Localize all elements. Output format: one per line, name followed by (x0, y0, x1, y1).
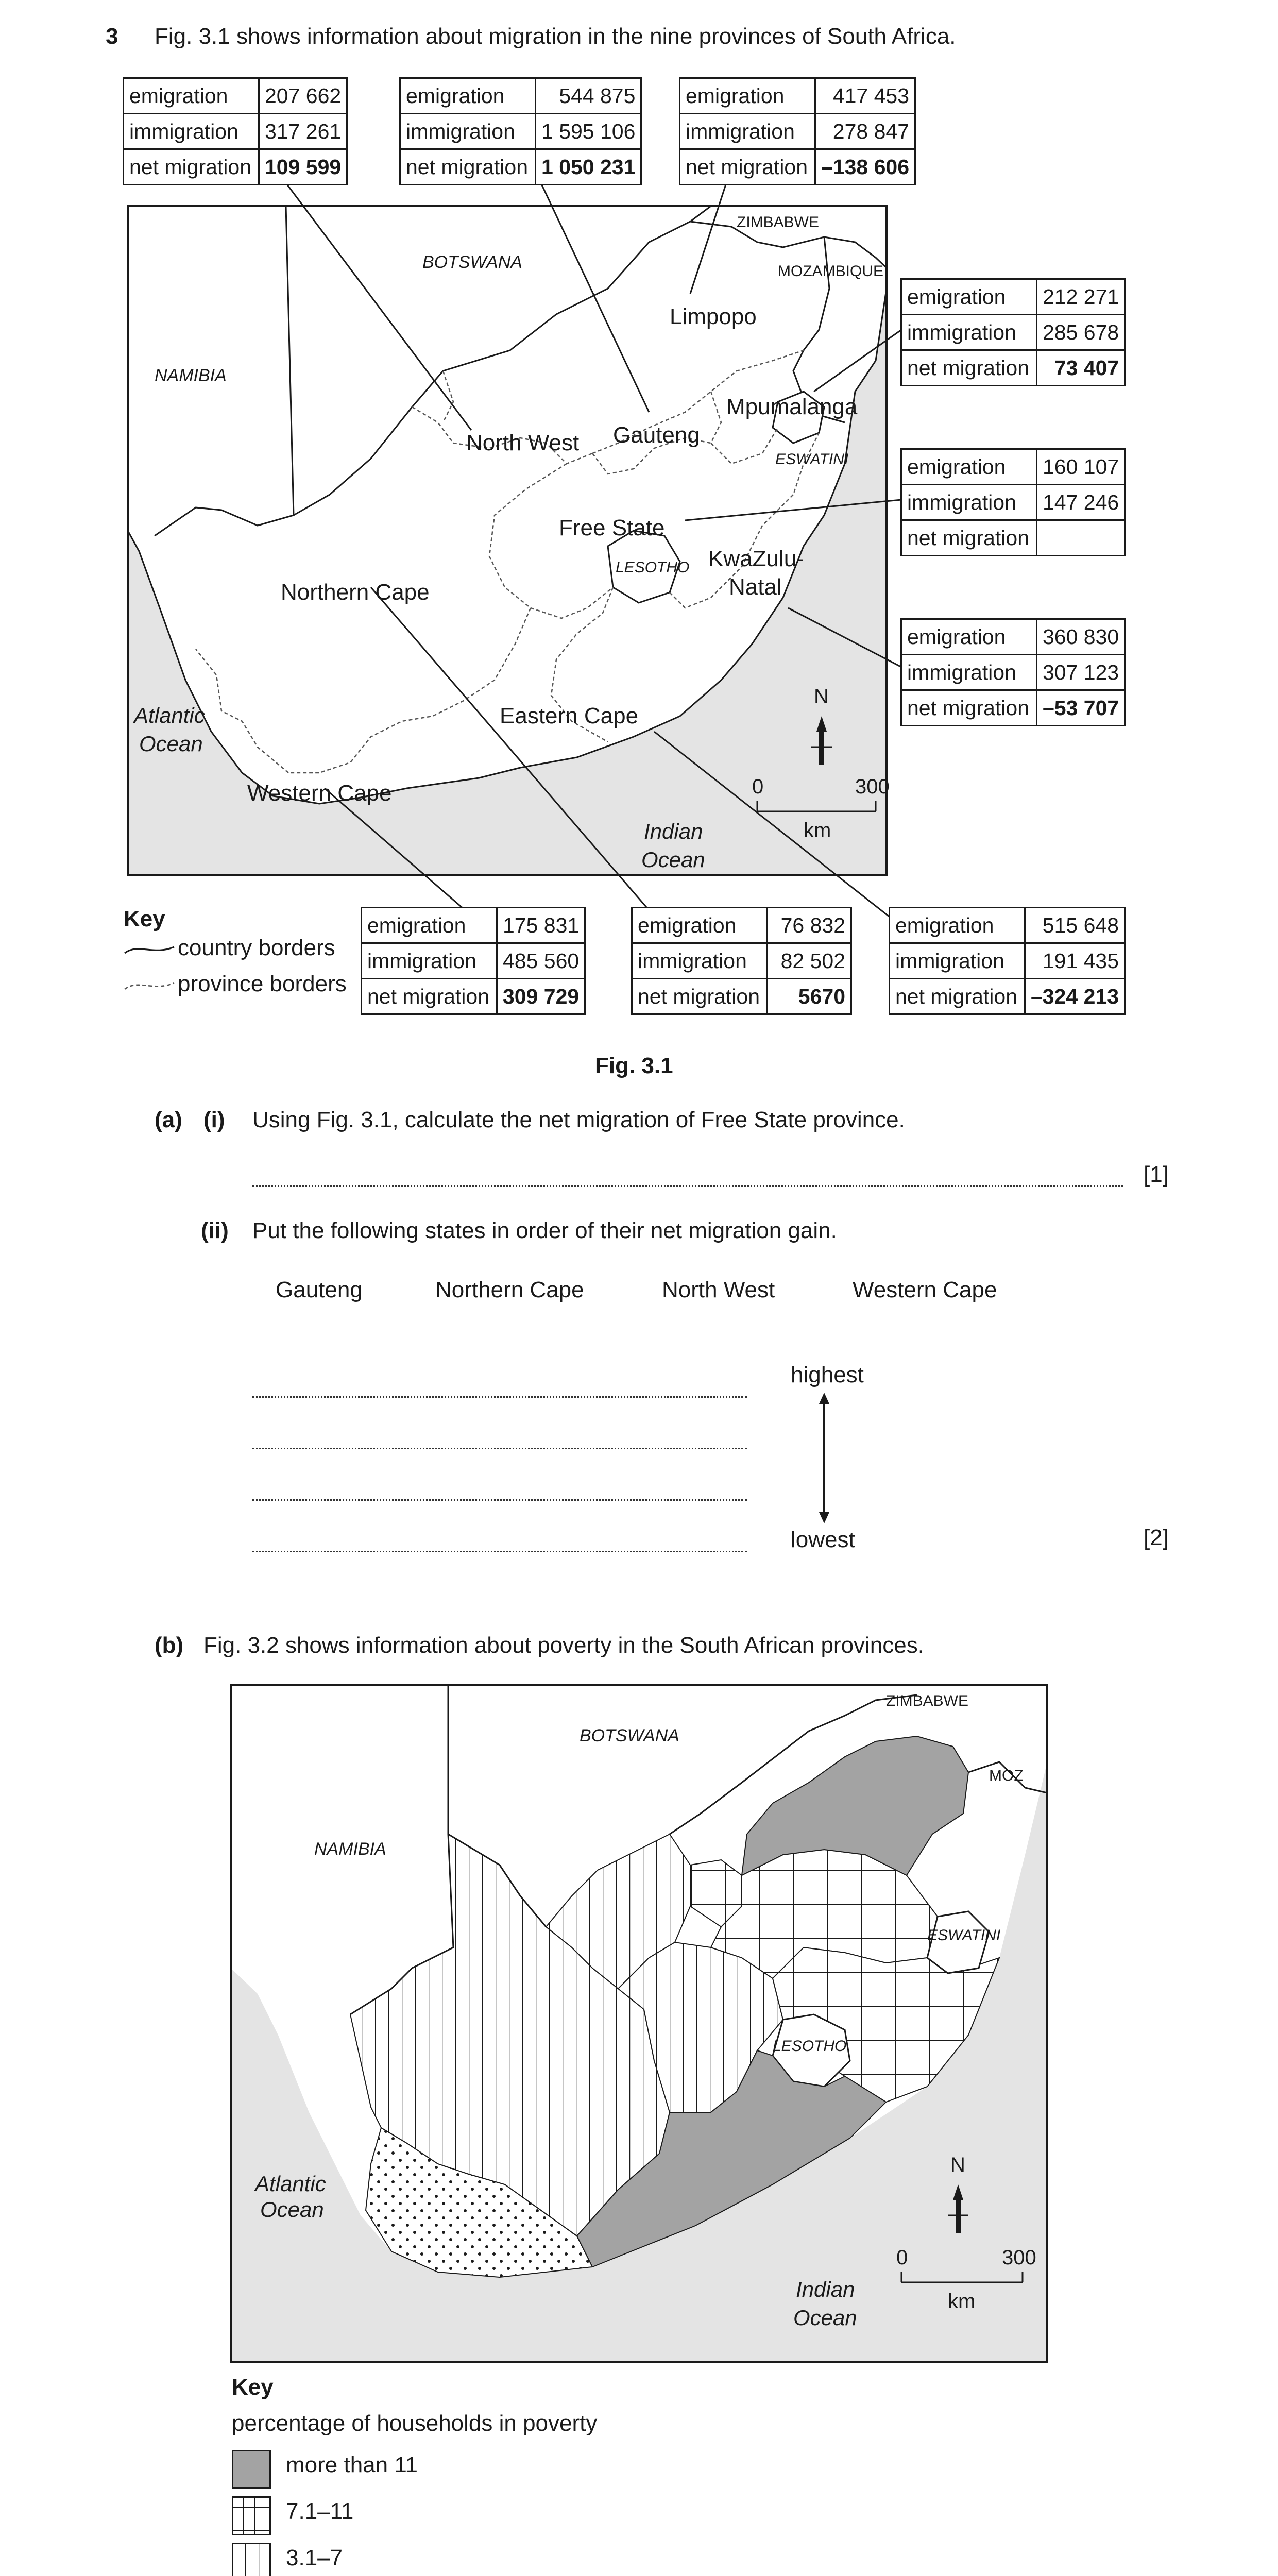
state-northern-cape: Northern Cape (435, 1277, 584, 1302)
row-label: emigration (632, 908, 768, 943)
row-label: immigration (901, 315, 1037, 350)
map1-label-natal: Natal (729, 574, 782, 600)
highest-label: highest (791, 1362, 864, 1387)
immigration-value: 278 847 (815, 114, 915, 149)
table-eastern-cape (889, 907, 1126, 1015)
immigration-value: 191 435 (1025, 943, 1125, 979)
key1-province-borders: province borders (178, 971, 347, 996)
row-label: immigration (901, 485, 1037, 520)
table-mpumalanga (900, 278, 1126, 386)
qb-intro: Fig. 3.2 shows information about poverty in the South African provinces. (203, 1633, 924, 1658)
net-value[interactable] (1037, 520, 1125, 556)
map2-scale-zero: 0 (896, 2246, 908, 2269)
row-label: immigration (400, 114, 536, 149)
key2-swatch-7-11 (232, 2496, 271, 2535)
map2-label-indian-ocean: Ocean (793, 2306, 857, 2330)
emigration-value: 515 648 (1025, 908, 1125, 943)
map2-label-namibia: NAMIBIA (314, 1839, 386, 1859)
map1-label-indian-ocean: Ocean (641, 848, 705, 872)
map1-label-kwazulu: KwaZulu- (708, 546, 804, 571)
emigration-value: 360 830 (1037, 619, 1125, 655)
emigration-value: 417 453 (815, 78, 915, 114)
map1-label-zimbabwe: ZIMBABWE (737, 214, 820, 231)
row-label: emigration (901, 279, 1037, 315)
immigration-value: 485 560 (497, 943, 585, 979)
map1-label-atlantic-ocean: Ocean (139, 732, 203, 756)
row-label: net migration (901, 520, 1037, 556)
row-label: immigration (124, 114, 259, 149)
key2-label-over-11: more than 11 (286, 2452, 418, 2478)
map1-label-atlantic: Atlantic (134, 703, 205, 727)
row-label: net migration (901, 350, 1037, 386)
state-gauteng: Gauteng (276, 1277, 363, 1302)
qa-i-text: Using Fig. 3.1, calculate the net migration of Free State province. (252, 1107, 905, 1132)
lowest-label: lowest (791, 1527, 855, 1552)
row-label: net migration (680, 149, 815, 185)
key2-subtitle: percentage of households in poverty (232, 2411, 598, 2436)
map2-label-lesotho: LESOTHO (773, 2038, 847, 2055)
map1-north-label: N (814, 685, 829, 708)
immigration-value: 317 261 (259, 114, 347, 149)
row-label: immigration (901, 655, 1037, 690)
map2-label-atlantic-ocean: Ocean (260, 2197, 324, 2222)
emigration-value: 207 662 (259, 78, 347, 114)
map2-label-zimbabwe: ZIMBABWE (886, 1692, 969, 1709)
question-number: 3 (106, 24, 118, 49)
row-label: net migration (124, 149, 259, 185)
map1-label-limpopo: Limpopo (670, 304, 757, 329)
net-value: 73 407 (1037, 350, 1125, 386)
net-value: –53 707 (1037, 690, 1125, 726)
row-label: net migration (890, 979, 1025, 1014)
intro-text: Fig. 3.1 shows information about migration in the nine provinces of South Africa. (155, 24, 956, 49)
table-northern-cape (631, 907, 852, 1015)
map2-label-botswana: BOTSWANA (580, 1726, 679, 1745)
table-western-cape (361, 907, 586, 1015)
net-value: –138 606 (815, 149, 915, 185)
net-value: 1 050 231 (536, 149, 641, 185)
immigration-value: 307 123 (1037, 655, 1125, 690)
state-north-west: North West (662, 1277, 775, 1302)
emigration-value: 175 831 (497, 908, 585, 943)
row-label: immigration (632, 943, 768, 979)
map2-scale-max: 300 (1002, 2246, 1036, 2269)
net-value: 109 599 (259, 149, 347, 185)
map1-label-eastern-cape: Eastern Cape (500, 703, 639, 728)
table-kwazulu-natal (900, 618, 1126, 726)
qa-ii-mark: [2] (1144, 1525, 1169, 1550)
immigration-value: 1 595 106 (536, 114, 641, 149)
row-label: net migration (400, 149, 536, 185)
key2-label-3-7: 3.1–7 (286, 2545, 343, 2570)
map1-label-mpumalanga: Mpumalanga (726, 394, 858, 419)
key2-title: Key (232, 2375, 274, 2400)
qb-label: (b) (155, 1633, 184, 1658)
state-western-cape: Western Cape (853, 1277, 997, 1302)
net-value: –324 213 (1025, 979, 1125, 1014)
map1-label-gauteng: Gauteng (613, 422, 700, 448)
table-limpopo (679, 77, 916, 185)
row-label: immigration (890, 943, 1025, 979)
net-value: 309 729 (497, 979, 585, 1014)
row-label: emigration (400, 78, 536, 114)
map1-label-free-state: Free State (559, 515, 665, 540)
qa-label: (a) (155, 1107, 182, 1132)
table-gauteng (399, 77, 642, 185)
row-label: net migration (901, 690, 1037, 726)
map1-scale-zero: 0 (752, 775, 764, 798)
table-free-state (900, 448, 1126, 556)
qa-ii-label: (ii) (201, 1218, 229, 1243)
row-label: emigration (901, 619, 1037, 655)
row-label: immigration (362, 943, 497, 979)
row-label: net migration (632, 979, 768, 1014)
row-label: emigration (680, 78, 815, 114)
emigration-value: 76 832 (768, 908, 851, 943)
map1-label-mozambique: MOZAMBIQUE (778, 263, 884, 280)
map1-label-namibia: NAMIBIA (155, 366, 227, 385)
row-label: immigration (680, 114, 815, 149)
immigration-value: 147 246 (1037, 485, 1125, 520)
row-label: emigration (124, 78, 259, 114)
immigration-value: 82 502 (768, 943, 851, 979)
key2-swatch-3-7 (232, 2543, 271, 2576)
key1-country-borders: country borders (178, 935, 335, 960)
qa-ii-text: Put the following states in order of their net migration gain. (252, 1218, 837, 1243)
table-north-west (123, 77, 348, 185)
map1-label-western-cape: Western Cape (247, 781, 392, 806)
map1-label-north-west: North West (466, 430, 580, 455)
emigration-value: 212 271 (1037, 279, 1125, 315)
map1-label-eswatini: ESWATINI (775, 451, 849, 468)
immigration-value: 285 678 (1037, 315, 1125, 350)
key1-title: Key (124, 906, 165, 931)
emigration-value: 160 107 (1037, 449, 1125, 485)
map2-label-eswatini: ESWATINI (927, 1927, 1001, 1944)
row-label: net migration (362, 979, 497, 1014)
map1-scale-max: 300 (855, 775, 890, 798)
map2-label-moz: MOZ (989, 1767, 1024, 1784)
map1-label-northern-cape: Northern Cape (281, 580, 430, 605)
map2-north-label: N (950, 2154, 965, 2176)
row-label: emigration (362, 908, 497, 943)
map1-scale-unit: km (804, 819, 831, 842)
map1-label-lesotho: LESOTHO (616, 559, 690, 576)
key2-swatch-over-11 (232, 2450, 271, 2489)
fig1-caption: Fig. 3.1 (595, 1053, 673, 1078)
row-label: emigration (890, 908, 1025, 943)
map1-label-indian: Indian (644, 819, 703, 843)
map2-label-indian: Indian (796, 2277, 855, 2301)
map2-label-atlantic: Atlantic (255, 2172, 326, 2196)
map1-label-botswana: BOTSWANA (422, 252, 522, 272)
emigration-value: 544 875 (536, 78, 641, 114)
row-label: emigration (901, 449, 1037, 485)
qa-i-mark: [1] (1144, 1162, 1169, 1187)
key2-label-7-11: 7.1–11 (286, 2499, 354, 2524)
qa-i-label: (i) (203, 1107, 225, 1132)
map2-scale-unit: km (948, 2290, 976, 2313)
net-value: 5670 (768, 979, 851, 1014)
